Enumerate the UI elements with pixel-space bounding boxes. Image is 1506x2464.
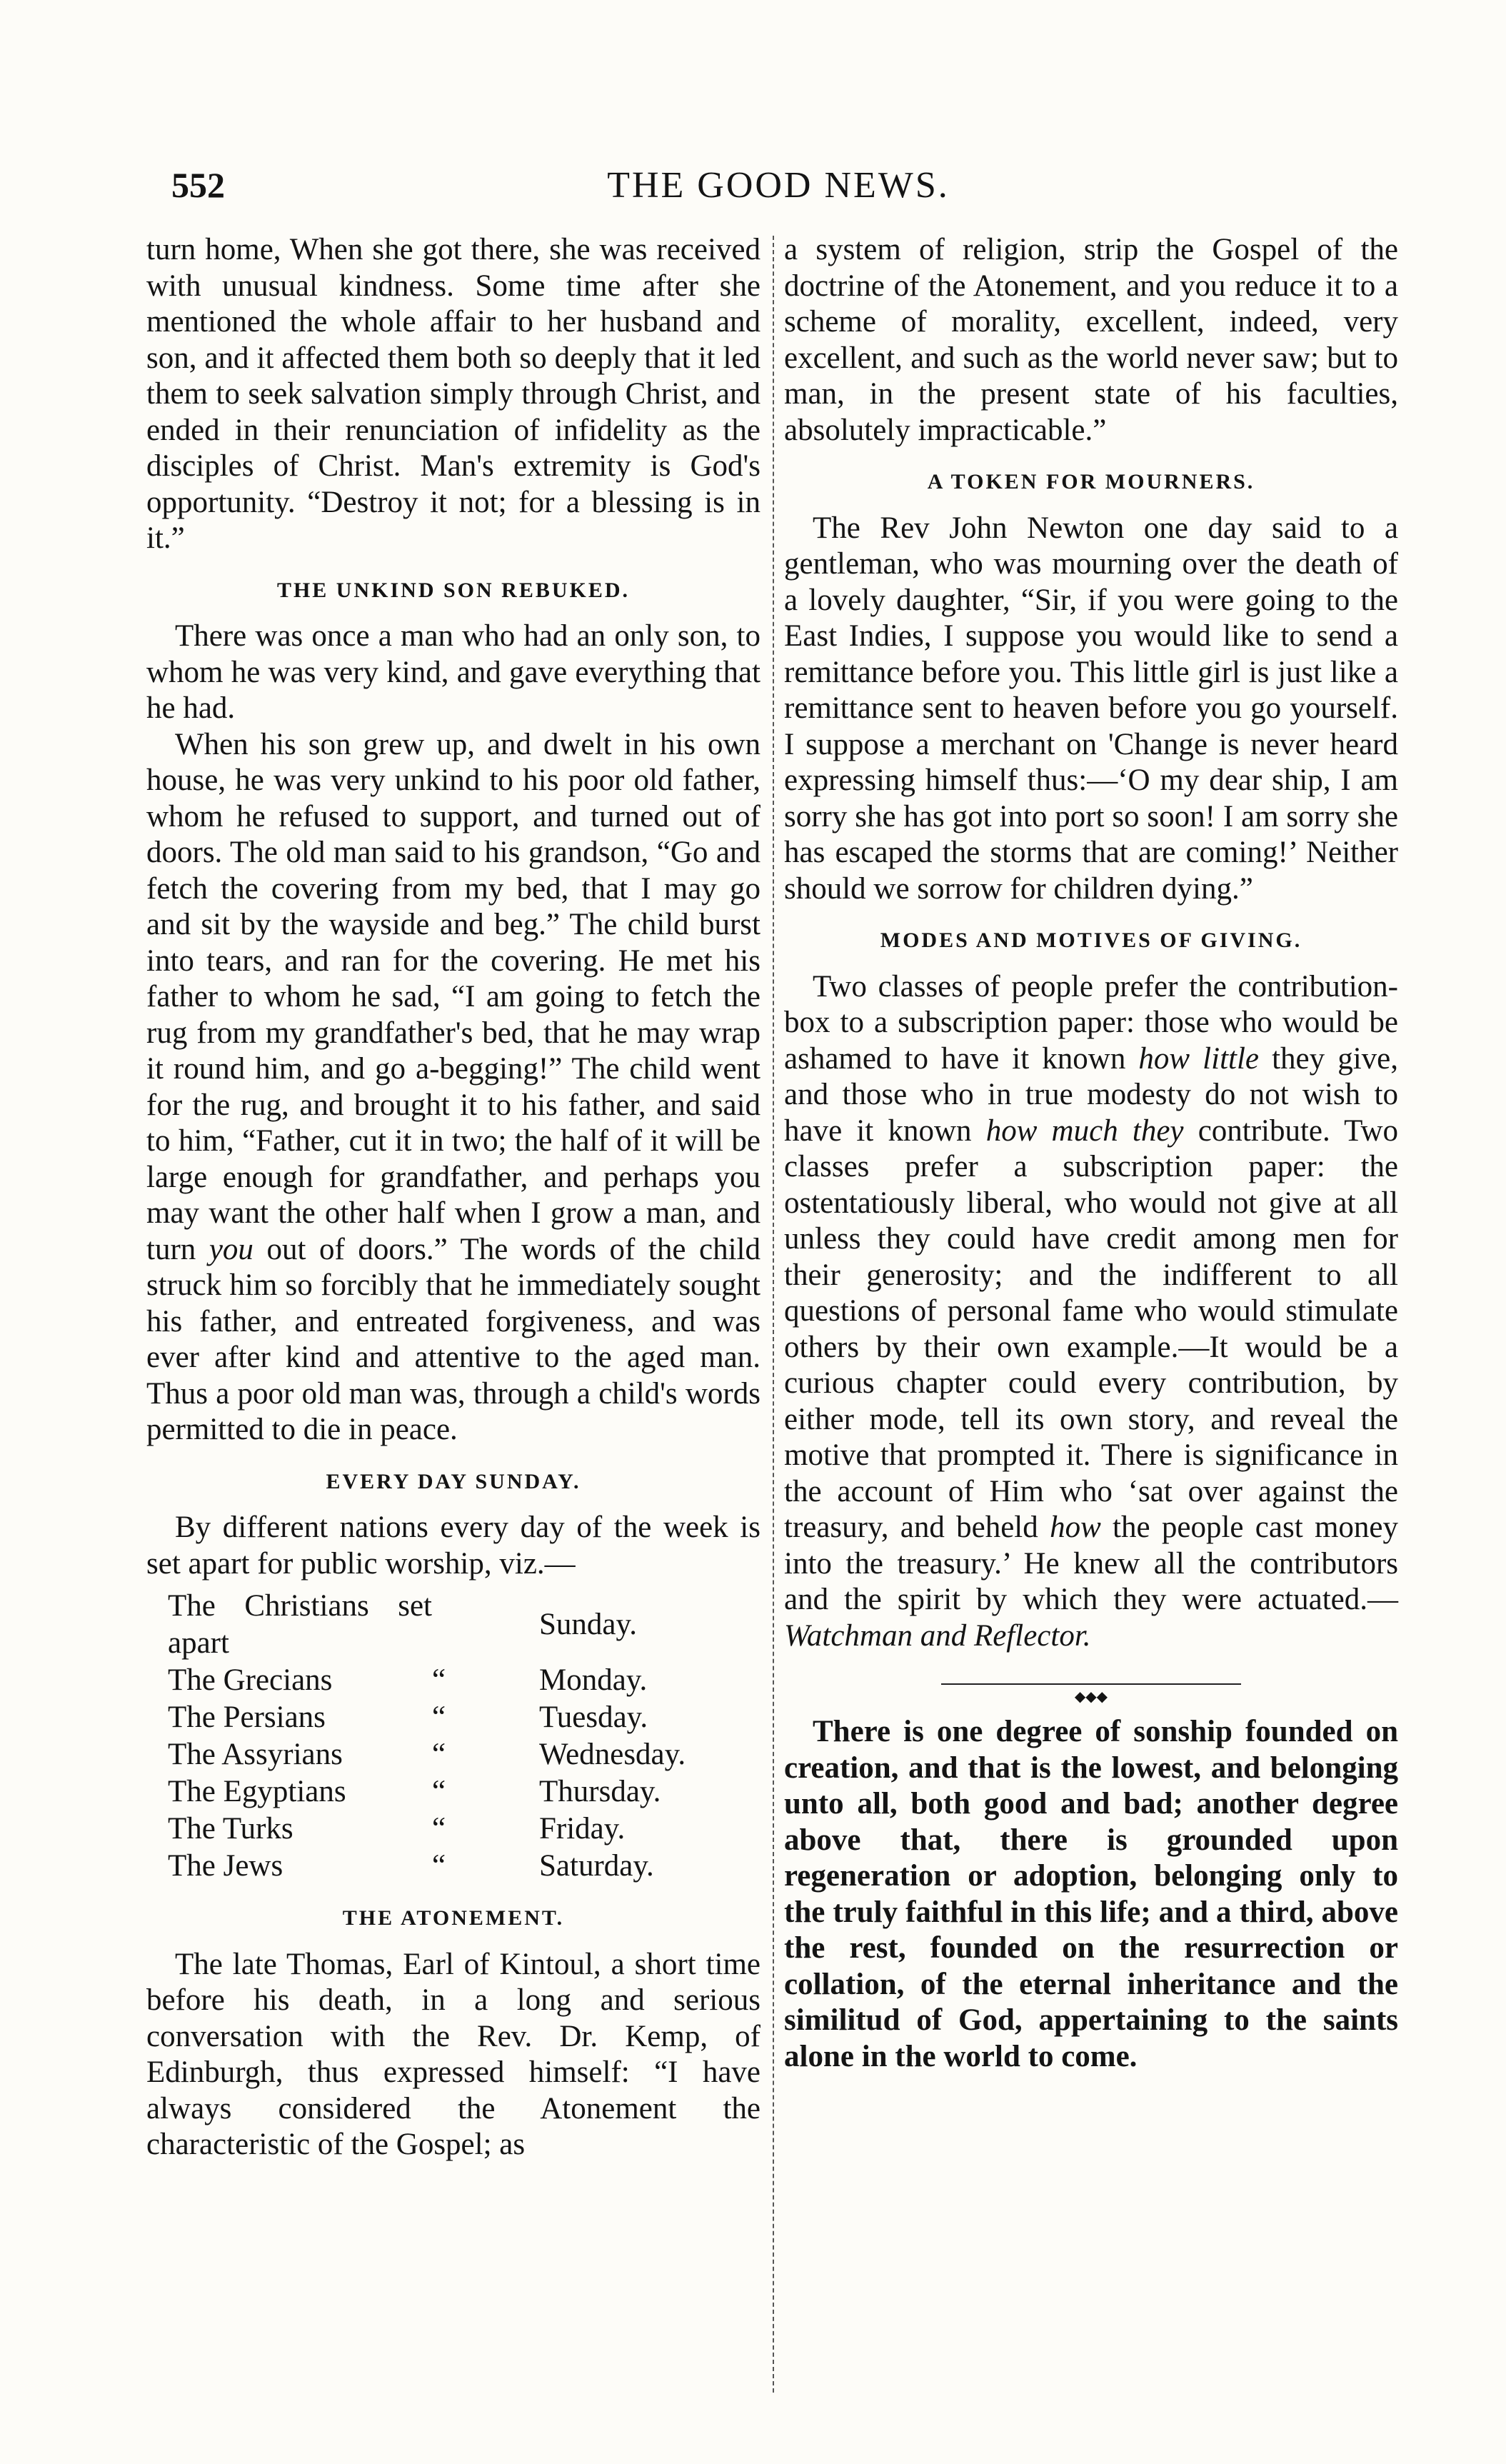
ditto-mark: “ bbox=[432, 1812, 446, 1846]
heading-every-day-sunday: EVERY DAY SUNDAY. bbox=[326, 1469, 581, 1493]
atonement-paragraph: The late Thomas, Earl of Kintoul, a short time before his death, in a long and serious conversation with the Rev. Dr. Kemp, of Edinburgh, thus expressed himself: “I have always considered the Atonement the characteristic of the Gospel; as bbox=[146, 1947, 760, 2161]
heading-unkind-son: THE UNKIND SON REBUKED. bbox=[276, 578, 631, 602]
ditto-mark: “ bbox=[432, 1663, 446, 1697]
running-title: THE GOOD NEWS. bbox=[607, 165, 950, 206]
day-name: Sunday. bbox=[539, 1608, 637, 1641]
giving-text-c: contribute. Two classes prefer a subscription paper: the ostentatiously liberal, who would not give at all unless they could have credit among men for their generosity; and the indifferent to all questions of personal fame who would stimulate others by their own example.—It would be a curious chapter could every contribution, by either mode, tell its own story, and reveal the motive that prompted it. There is significance in the account of Him who ‘sat over against the treasury, and beheld bbox=[784, 1113, 1398, 1544]
day-name: Tuesday. bbox=[539, 1701, 648, 1734]
token-paragraph: The Rev John Newton one day said to a gentleman, who was mourning over the death of a lovely daughter, “Sir, if you were going to the East Indies, I suppose you would like to send a remittance before you. This little girl is just like a remittance sent to heaven before you go yourself. I suppose a merchant on 'Change is never heard expressing himself thus:—‘O my dear ship, I am sorry she has got into port so soon! I am sorry she has escaped the storms that are coming!’ Neither should we sorrow for children dying.” bbox=[784, 511, 1398, 906]
worship-days-table bbox=[168, 1588, 711, 1885]
emphasis-how-little: how little bbox=[1138, 1041, 1260, 1076]
day-name: Saturday. bbox=[539, 1849, 654, 1883]
giving-text-d: the people cast money into the treasury.’ He knew all the contributors and the spirit by which they were actuated.— bbox=[784, 1511, 1398, 1616]
ditto-mark: “ bbox=[432, 1738, 446, 1771]
right-column bbox=[784, 232, 1398, 2075]
worship-day-row bbox=[168, 1773, 711, 1811]
nation-name: The Jews bbox=[168, 1849, 283, 1883]
source-attribution: Watchman and Reflector. bbox=[784, 1618, 1091, 1653]
column-divider bbox=[773, 236, 774, 2393]
unkind-son-paragraph-2 bbox=[146, 727, 760, 1448]
giving-text-a: Two classes of people prefer the contribution-box to a subscription paper: those who would be ashamed to have it known bbox=[784, 969, 1398, 1076]
story-continuation: turn home, When she got there, she was received with unusual kindness. Some time after she mentioned the whole affair to her husband and son, and it affected them both so deeply that it led them to seek salvation simply through Christ, and ended in their renunciation of infidelity as the disciples of Christ. Man's extremity is God's opportunity. “Destroy it not; for a blessing is in it.” bbox=[146, 233, 760, 555]
day-name: Thursday. bbox=[539, 1775, 661, 1808]
ditto-mark bbox=[432, 1588, 539, 1662]
giving-paragraph bbox=[784, 969, 1398, 1655]
divider-ornament: ◆◆◆ bbox=[1070, 1689, 1112, 1705]
heading-token-for-mourners: A TOKEN FOR MOURNERS. bbox=[927, 470, 1255, 494]
divider-line bbox=[941, 1683, 1241, 1685]
every-day-sunday-intro: By different nations every day of the week is set apart for public worship, viz.— bbox=[146, 1511, 760, 1581]
heading-atonement: THE ATONEMENT. bbox=[342, 1906, 565, 1930]
worship-day-row bbox=[168, 1588, 711, 1662]
worship-day-row bbox=[168, 1699, 711, 1736]
worship-day-row bbox=[168, 1736, 711, 1773]
unkind-son-text-b: out of doors.” The words of the child struck him so forcibly that he immediately sought his father, and entreated forgiveness, and was ever after kind and attentive to the aged man. Thus a poor old man was, through a child's words permitted to die in peace. bbox=[146, 1232, 760, 1446]
emphasis-how: how bbox=[1050, 1511, 1101, 1544]
section-divider bbox=[941, 1678, 1241, 1705]
nation-name: The Egyptians bbox=[168, 1775, 346, 1808]
page-header bbox=[171, 164, 1385, 214]
nation-name: The Turks bbox=[168, 1812, 293, 1846]
day-name: Friday. bbox=[539, 1812, 626, 1846]
ditto-mark: “ bbox=[432, 1701, 446, 1734]
atonement-continuation: a system of religion, strip the Gospel of the doctrine of the Atonement, and you reduce it to a scheme of morality, excellent, indeed, very excellent, and such as the world never saw; but to man, in the present state of his faculties, absolutely impracticable.” bbox=[784, 233, 1398, 447]
unkind-son-text-a: When his son grew up, and dwelt in his own house, he was very unkind to his poor old father, whom he refused to support, and turned out of doors. The old man said to his grandson, “Go and fetch the covering from my bed, that I may go and sit by the wayside and beg.” The child burst into tears, and ran for the covering. He met his father to whom he sad, “I am going to fetch the rug from my grandfather's bed, that he may wrap it round him, and go a-begging!” The child went for the rug, and brought it to his father, and said to him, “Father, cut it in two; the half of it will be large enough for grandfather, and perhaps you may want the other half when I grow a man, and turn bbox=[146, 727, 760, 1266]
nation-name: The Persians bbox=[168, 1701, 326, 1734]
left-column bbox=[146, 232, 760, 2163]
day-name: Monday. bbox=[539, 1663, 648, 1697]
giving-text-b: they give, and those who in true modesty do not wish to have it known bbox=[784, 1041, 1398, 1148]
nation-name: The Grecians bbox=[168, 1663, 333, 1697]
day-name: Wednesday. bbox=[539, 1738, 686, 1771]
ditto-mark: “ bbox=[432, 1775, 446, 1808]
nation-name: The Assyrians bbox=[168, 1738, 343, 1771]
ditto-mark: “ bbox=[432, 1849, 446, 1883]
sonship-paragraph: There is one degree of sonship founded on creation, and that is the lowest, and belonging unto all, both good and bad; another degree above that, there is grounded upon regeneration or adoption, belonging only to the truly faithful in this life; and a third, above the rest, founded on the resurrection or collation, of the eternal inheritance and the similitud of God, appertaining to the saints alone in the world to come. bbox=[784, 1715, 1398, 2073]
worship-day-row bbox=[168, 1848, 711, 1885]
worship-day-row bbox=[168, 1811, 711, 1848]
unkind-son-paragraph-1: There was once a man who had an only son, to whom he was very kind, and gave everything that he had. bbox=[146, 619, 760, 725]
emphasis-how-much: how much they bbox=[985, 1113, 1184, 1148]
page-number: 552 bbox=[171, 165, 225, 205]
heading-modes-of-giving: MODES AND MOTIVES OF GIVING. bbox=[880, 928, 1302, 952]
nation-name: The Christians set apart bbox=[168, 1589, 432, 1660]
emphasis-you: you bbox=[209, 1232, 253, 1266]
worship-day-row bbox=[168, 1662, 711, 1699]
